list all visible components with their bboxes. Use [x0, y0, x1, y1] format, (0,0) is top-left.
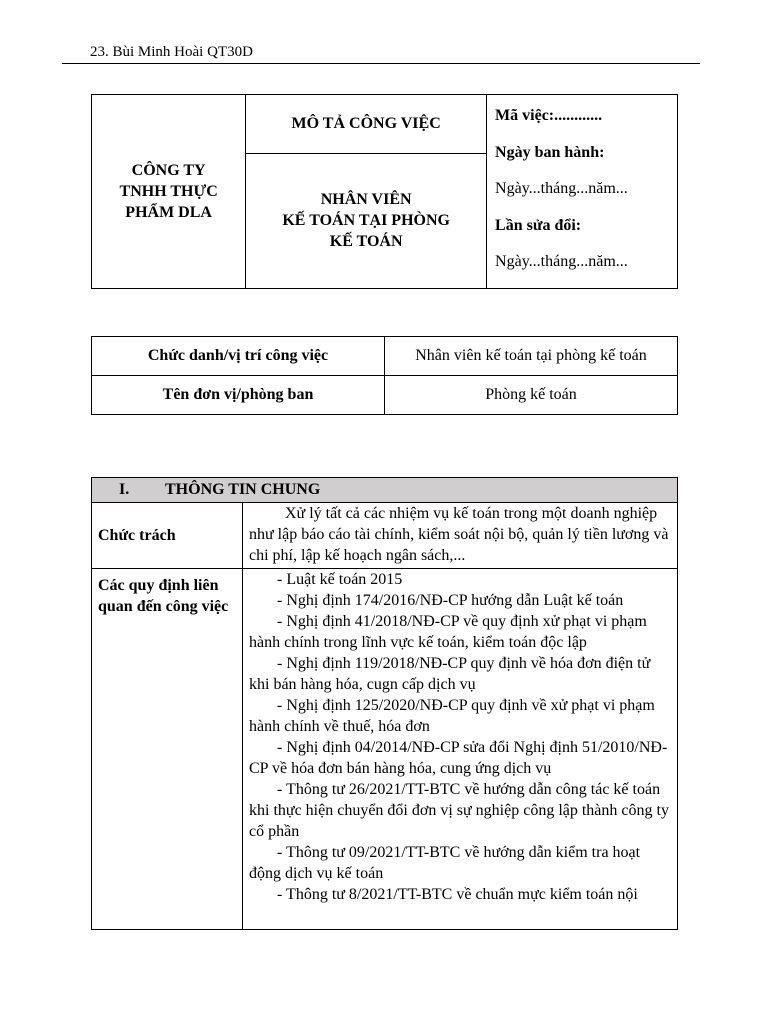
- duty-text: Xử lý tất cả các nhiệm vụ kế toán trong một doanh nghiệp như lập báo cáo tài chính, kiểm soát nội bộ, quản lý tiền lương và chi phí, lập kế hoạch ngân sách,...: [249, 505, 669, 564]
- document-meta-cell: [487, 95, 678, 289]
- regulations-label: Các quy định liên quan đến công việc: [92, 569, 243, 930]
- duty-label: Chức trách: [92, 503, 243, 569]
- issue-date-value: Ngày...tháng...năm...: [495, 180, 628, 197]
- table-row: [92, 376, 678, 415]
- department-value: Phòng kế toán: [385, 376, 678, 415]
- department-label: Tên đơn vị/phòng ban: [92, 376, 385, 415]
- list-item: - Thông tư 8/2021/TT-BTC về chuẩn mực kiểm toán nội: [277, 886, 638, 903]
- section-number: I.: [119, 481, 130, 498]
- table-row: [92, 337, 678, 376]
- position-info-table: [91, 336, 678, 415]
- list-item: - Nghị định 04/2014/NĐ-CP sửa đổi Nghị định 51/2010/NĐ-CP về hóa đơn bán hàng hóa, cung ứng dịch vụ: [249, 739, 668, 777]
- company-name-line: CÔNG TY: [131, 161, 206, 179]
- job-code: Mã việc:............: [495, 107, 603, 124]
- position-title-line: NHÂN VIÊN: [320, 191, 412, 209]
- header-rule: [62, 63, 700, 64]
- list-item: - Thông tư 26/2021/TT-BTC về hướng dẫn công tác kế toán khi thực hiện chuyển đổi đơn vị sự nghiệp công lập thành công ty cổ phần: [249, 781, 669, 840]
- position-title-line: KẾ TOÁN: [329, 233, 403, 251]
- list-item: - Nghị định 125/2020/NĐ-CP quy định về xử phạt vi phạm hành chính về thuế, hóa đơn: [249, 697, 655, 735]
- revision-value: Ngày...tháng...năm...: [495, 253, 628, 270]
- list-item: - Nghị định 119/2018/NĐ-CP quy định về hóa đơn điện tử khi bán hàng hóa, cugn cấp dịch vụ: [249, 655, 651, 693]
- section-title: THÔNG TIN CHUNG: [165, 481, 321, 498]
- company-name-line: PHẨM DLA: [125, 203, 212, 221]
- general-info-table: [91, 477, 678, 930]
- list-item: - Luật kế toán 2015: [277, 571, 403, 588]
- company-name-cell: [92, 95, 246, 289]
- position-title-cell: [246, 154, 487, 289]
- list-item: - Thông tư 09/2021/TT-BTC về hướng dẫn kiểm tra hoạt động dịch vụ kế toán: [249, 844, 641, 882]
- revision-label: Lần sửa đổi:: [495, 216, 582, 234]
- list-item: - Nghị định 41/2018/NĐ-CP về quy định xử phạt vi phạm hành chính trong lĩnh vực kế toán, kiểm toán độc lập: [249, 613, 647, 651]
- regulations-cell: [243, 569, 678, 930]
- company-name-line: TNHH THỰC: [119, 182, 218, 200]
- job-description-header-table: [91, 94, 678, 289]
- duty-cell: [243, 503, 678, 569]
- job-position-label: Chức danh/vị trí công việc: [92, 337, 385, 376]
- issue-date-label: Ngày ban hành:: [495, 143, 605, 161]
- position-title-line: KẾ TOÁN TẠI PHÒNG: [282, 212, 450, 230]
- list-item: - Nghị định 174/2016/NĐ-CP hướng dẫn Luật kế toán: [277, 592, 624, 609]
- job-position-value: Nhân viên kế toán tại phòng kế toán: [385, 337, 678, 376]
- document-title: MÔ TẢ CÔNG VIỆC: [246, 95, 487, 154]
- section-heading: [92, 478, 678, 503]
- page-header-author: 23. Bùi Minh Hoài QT30D: [90, 44, 253, 60]
